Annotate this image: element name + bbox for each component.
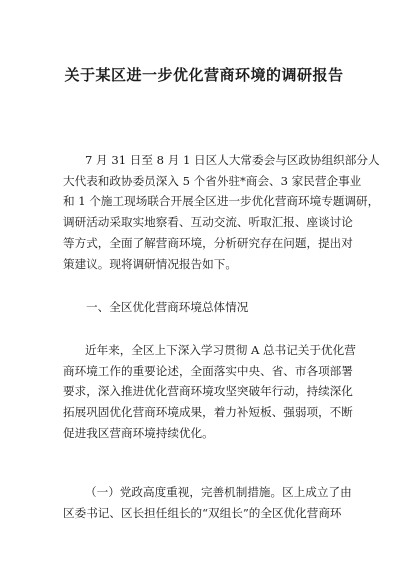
- section-line: 近年来，全区上下深入学习贯彻 A 总书记关于优化营: [85, 343, 356, 357]
- intro-line: 7 月 31 日至 8 月 1 日区人大常委会与区政协组织部分人: [85, 153, 380, 167]
- section-line: 拓展巩固优化营商环境成果，着力补短板、强弱项，不断: [63, 405, 353, 420]
- subsection-line: 区委书记、区长担任组长的“双组长”的全区优化营商环: [63, 505, 342, 520]
- intro-line: 策建议。现将调研情况报告如下。: [63, 256, 237, 271]
- intro-line: 等方式，全面了解营商环境，分析研究存在问题，提出对: [63, 235, 353, 250]
- section-line: 商环境工作的重要论述，全面落实中央、省、市各项部署: [63, 363, 353, 378]
- intro-line: 和 1 个施工现场联合开展全区进一步优化营商环境专题调研，: [63, 194, 380, 209]
- section-heading: 一、全区优化营商环境总体情况: [86, 300, 249, 314]
- document-title: 关于某区进一步优化营商环境的调研报告: [64, 66, 344, 84]
- intro-line: 调研活动采取实地察看、互动交流、听取汇报、座谈讨论: [63, 215, 353, 230]
- section-paragraph: [63, 340, 356, 444]
- section-line: 促进我区营商环境持续优化。: [63, 425, 214, 440]
- subsection-paragraph: [63, 482, 352, 523]
- section-line: 要求，深入推进优化营商环境攻坚突破年行动，持续深化: [63, 384, 353, 399]
- subsection-line: （一）党政高度重视，完善机制措施。区上成立了由: [85, 485, 352, 499]
- intro-paragraph: [63, 150, 380, 274]
- intro-line: 大代表和政协委员深入 5 个省外驻*商会、3 家民营企事业: [63, 173, 362, 188]
